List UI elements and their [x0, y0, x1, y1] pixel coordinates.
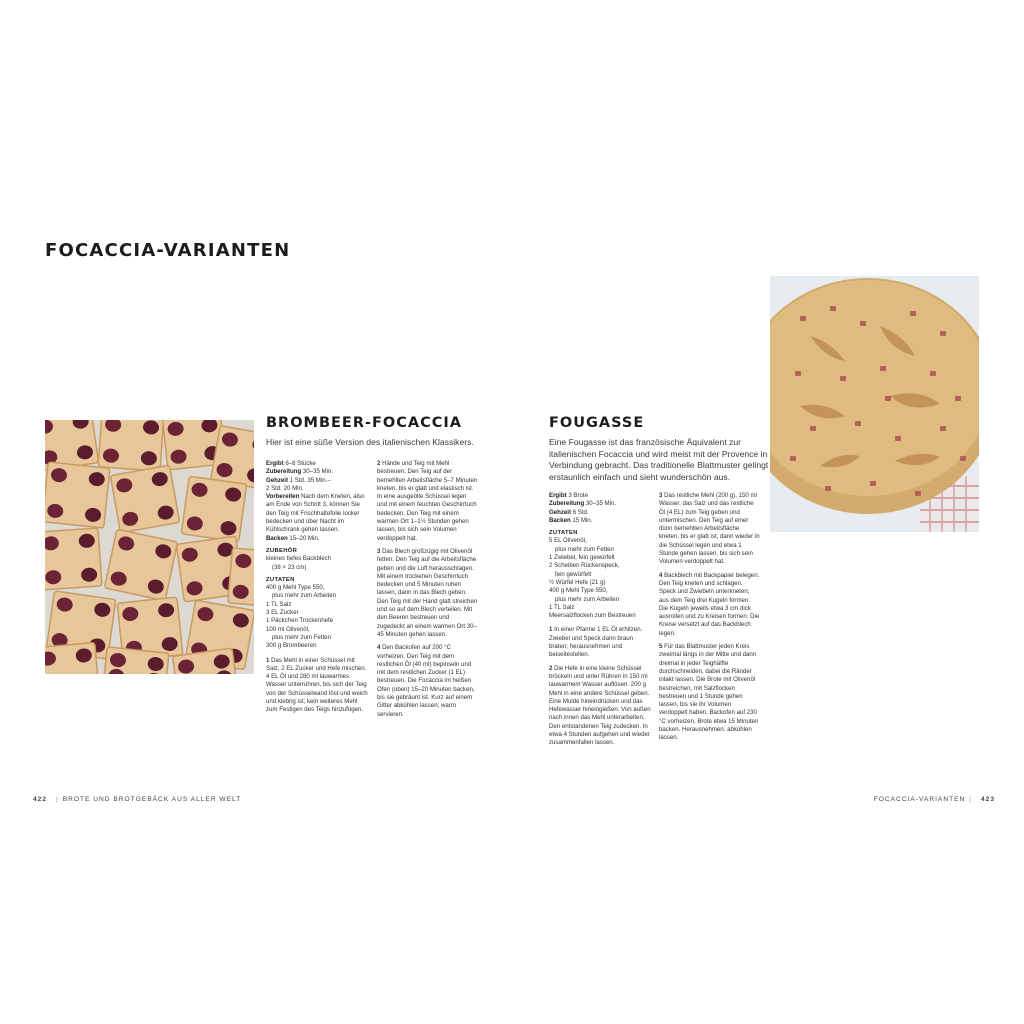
meta-line	[266, 535, 368, 543]
meta-value: 6–8 Stücke	[285, 460, 316, 467]
bacon-bit	[910, 311, 916, 316]
footer-left	[28, 796, 241, 803]
step-number: 3	[659, 492, 663, 499]
meta-value: 1 Std. 35 Min.– 2 Std. 20 Min.	[266, 476, 331, 492]
step-item	[549, 626, 651, 659]
fougasse-intro: Eine Fougasse ist das französische Äquivalent zur italienischen Focaccia und wird meist mit der Provence in Verbindung gebracht. Das traditionelle Blattmuster gelingt erstaunlich einfach und sieht wunderschön aus.	[549, 437, 769, 482]
bacon-bit	[930, 371, 936, 376]
meta-key: Vorbereiten	[266, 493, 300, 501]
bacon-bit	[960, 456, 966, 461]
step-text: Den Backofen auf 200 °C vorheizen. Den Teig mit dem restlichen Öl (40 ml) bepinseln und mit dem restlichen Zucker (1 EL) bestreuen. Die Focaccia im heißen Ofen (oben) 15–20 Minuten backen, bis sie gebräunt ist. Kurz auf einem Gitter abkühlen lassen; warm servieren.	[377, 644, 475, 718]
steps-list	[377, 460, 478, 719]
focaccia-piece	[45, 462, 110, 528]
meta-key: Gehzeit	[549, 508, 572, 516]
ingredient-item: ½ Würfel Hefe (21 g)	[549, 578, 606, 586]
steps-list	[659, 492, 760, 743]
meta-key: Ergibt	[549, 492, 567, 499]
meta-value: 15–20 Min.	[289, 534, 320, 542]
bacon-bit	[870, 481, 876, 486]
focaccia-piece	[228, 548, 254, 607]
meta-key: Backen	[549, 516, 571, 524]
ingredient-item: plus mehr zum Fetten	[555, 545, 614, 553]
ingredient-list	[549, 537, 651, 620]
fougasse-column-2	[659, 492, 760, 748]
step-number: 5	[659, 643, 663, 651]
steps-list	[266, 657, 368, 715]
meta-key: Zubereitung	[266, 468, 302, 476]
fougasse-illustration	[770, 276, 979, 532]
focaccia-piece	[110, 465, 179, 533]
ingredient-list	[266, 584, 368, 650]
ingredient-item: 400 g Mehl Type 550,	[266, 584, 325, 592]
step-number: 1	[549, 626, 553, 634]
brombeer-column-2	[377, 460, 478, 724]
step-text: Das Blech großzügig mit Olivenöl fetten. Den Teig auf die Arbeitsfläche geben und die Luft herausschlagen. Mit einem trockenen Geschirrtuch bedecken und 5 Minuten ruhen lassen, dann in das Blech geben. Den Teig mit der Hand glatt streichen und so auf dem Blech verteilen. Mit den Beeren bestreuen und zugedeckt an einem warmen Ort 30–45 Minuten gehen lassen.	[377, 547, 478, 638]
step-number: 4	[377, 644, 381, 652]
step-item	[377, 548, 478, 639]
meta-key: Gehzeit	[266, 476, 289, 484]
meta-line	[266, 468, 368, 476]
step-item	[659, 492, 760, 567]
step-number: 1	[266, 656, 270, 664]
page-title: FOCACCIA-VARIANTEN	[45, 240, 291, 261]
steps-list	[549, 626, 651, 747]
step-number: 4	[659, 571, 663, 579]
footer-separator: |	[969, 796, 972, 803]
tool-item: kleines tiefes Backblech	[266, 555, 332, 563]
bacon-bit	[825, 486, 831, 491]
page-number-right: 423	[980, 796, 995, 803]
meta-line	[266, 460, 368, 468]
ingredient-item: plus mehr zum Fetten	[272, 633, 331, 641]
step-item	[377, 644, 478, 719]
fougasse-column-1	[549, 492, 651, 753]
step-text: Hände und Teig mit Mehl bestreuen. Den Teig auf der bemehlten Arbeitsfläche 5–7 Minuten kneten, bis er glatt und elastisch ist. In eine ausgeölte Schüssel legen und mit einem feuchten Geschirrtuch bedecken. Den Teig mit einem warmen Ort 1–1½ Stunden gehen lassen, bis sich sein Volumen verdoppelt hat.	[377, 460, 478, 542]
meta-line	[266, 477, 368, 494]
page-number-left: 422	[33, 796, 48, 803]
bacon-bit	[840, 376, 846, 381]
ingredient-item: 2 Scheiben Rückenspeck,	[549, 562, 620, 570]
meta-line	[549, 509, 651, 517]
bacon-bit	[885, 396, 891, 401]
ingredient-item: 3 EL Zucker	[266, 609, 299, 617]
bacon-bit	[790, 456, 796, 461]
focaccia-piece	[98, 420, 164, 471]
meta-key: Zubereitung	[549, 500, 585, 508]
ingredient-item: 1 TL Salz	[549, 603, 575, 611]
meta-value: 3 Brote	[568, 492, 588, 499]
meta-key: Backen	[266, 534, 288, 542]
step-number: 2	[377, 460, 381, 467]
brombeer-focaccia-title: BROMBEER-FOCACCIA	[266, 415, 463, 431]
meta-value: 30–35 Min.	[585, 500, 617, 508]
step-item	[549, 665, 651, 748]
ingredient-item: 400 g Mehl Type 550,	[549, 587, 608, 595]
step-item	[377, 460, 478, 543]
brombeer-focaccia-intro: Hier ist eine süße Version des italienischen Klassikers.	[266, 437, 474, 447]
bacon-bit	[795, 371, 801, 376]
fougasse-title: FOUGASSE	[549, 415, 645, 431]
meta-value: 6 Std.	[572, 508, 589, 516]
ingredient-item: 100 ml Olivenöl,	[266, 625, 310, 633]
step-item	[659, 643, 760, 743]
bacon-bit	[915, 491, 921, 496]
bacon-bit	[860, 321, 866, 326]
brombeer-column-1	[266, 460, 368, 720]
bacon-bit	[800, 316, 806, 321]
focaccia-piece	[45, 528, 102, 590]
ingredients-heading: ZUTATEN	[266, 576, 295, 583]
bacon-bit	[955, 396, 961, 401]
step-text: Das Mehl in einer Schüssel mit Salz, 2 EL Zucker und Hefe mischen. 4 EL Öl und 280 ml lauwarmes Wasser unterrühren, bis sich der Teig von der Schüsselwand löst und weich und klebrig ist; kein weiteres Mehl zum Festigen des Teigs hinzufügen.	[266, 656, 368, 714]
footer-section-right: FOCACCIA-VARIANTEN	[873, 796, 966, 803]
step-item	[266, 657, 368, 715]
bacon-bit	[855, 421, 861, 426]
meta-key: Ergibt	[266, 460, 284, 467]
bacon-bit	[880, 366, 886, 371]
ingredient-item: 1 TL Salz	[266, 600, 292, 608]
bacon-bit	[940, 426, 946, 431]
tools-heading: ZUBEHÖR	[266, 547, 298, 554]
focaccia-illustration	[45, 420, 254, 674]
focaccia-piece	[104, 529, 177, 601]
footer-right	[874, 796, 1000, 803]
meta-line	[549, 492, 651, 500]
step-number: 2	[549, 664, 553, 672]
ingredient-item: 1 Zwiebel, fein gewürfelt	[549, 554, 615, 562]
focaccia-piece	[45, 642, 99, 674]
meta-block	[266, 460, 368, 543]
meta-value: 30–35 Min.	[302, 468, 334, 476]
ingredient-item: Meersalzflocken zum Bestreuen	[549, 612, 636, 620]
step-text: In einer Pfanne 1 EL Öl erhitzen. Zwiebel und Speck darin braun braten; herausnehmen und beiseitestellen.	[549, 626, 643, 659]
footer-section-left: BROTE UND BROTGEBÄCK AUS ALLER WELT	[62, 796, 242, 803]
ingredient-item: 1 Päckchen Trockenhefe	[266, 617, 334, 625]
meta-line	[266, 493, 368, 534]
meta-line	[549, 517, 651, 525]
bacon-bit	[830, 306, 836, 311]
step-text: Das restliche Mehl (200 g), 150 ml Wasser, das Salz und das restliche Öl (4 EL) zum Teig geben und untermischen. Den Teig auf einer dünn bemehlten Arbeitsfläche kneten, bis er glatt ist, dann wieder in die Schüssel legen und etwa 1 Stunde gehen lassen, bis sich sein Volumen verdoppelt hat.	[659, 492, 760, 566]
step-text: Backblech mit Backpapier belegen. Den Teig kneten und schlagen. Speck und Zwiebeln unterkneten; aus dem Teig drei Kugeln formen. Die Kugeln jeweils etwa 3 cm dick ausrollen und zu Kreisen formen. Die Kreise versetzt auf das Backblech legen.	[659, 571, 760, 637]
focaccia-piece	[181, 476, 247, 542]
tool-item: (38 × 23 cm)	[272, 563, 307, 571]
ingredient-item: plus mehr zum Arbeiten	[555, 595, 620, 603]
meta-value: 15 Min.	[572, 516, 593, 524]
ingredient-item: 5 EL Olivenöl,	[549, 537, 587, 545]
meta-block	[549, 492, 651, 525]
step-text: Für das Blattmuster jeden Kreis zweimal längs in der Mitte und dann dreimal in jeder Teighälfte durchschneiden, dabei die Ränder intakt lassen. Die Brote mit Olivenöl bestreichen, mit Salzflocken bestreuen und 1 Stunde gehen lassen, bis sie ihr Volumen verdoppelt haben. Backofen auf 230 °C vorheizen. Brote etwa 15 Minuten backen. Herausnehmen; abkühlen lassen.	[659, 643, 759, 742]
meta-value: Nach dem Kneten, also am Ende von Schritt 3, können Sie den Teig mit Frischhaltefolie locker bedecken und über Nacht im Kühlschrank gehen lassen.	[266, 493, 365, 534]
ingredient-item: 300 g Brombeeren	[266, 642, 317, 650]
bacon-bit	[940, 331, 946, 336]
meta-line	[549, 500, 651, 508]
ingredient-item: fein gewürfelt	[555, 570, 592, 578]
bacon-bit	[810, 426, 816, 431]
ingredient-item: plus mehr zum Arbeiten	[272, 592, 337, 600]
step-number: 3	[377, 547, 381, 555]
fougasse-photo	[770, 276, 979, 532]
step-item	[659, 572, 760, 638]
bacon-bit	[895, 436, 901, 441]
step-text: Die Hefe in eine kleine Schüssel bröckeln und unter Rühren in 150 ml lauwarmem Wasser auflösen. 200 g Mehl in eine andere Schüssel geben. Eine Mulde hineindrücken und das Hefewasser hineingießen. Von außen nach innen das Mehl unterarbeiten. Den entstandenen Teig zudecken. In etwa 4 Stunden aufgehen und wieder zusammenfallen lassen.	[549, 664, 651, 747]
footer-separator: |	[56, 796, 59, 803]
ingredients-heading: ZUTATEN	[549, 530, 578, 537]
blackberry-focaccia-photo	[45, 420, 254, 674]
